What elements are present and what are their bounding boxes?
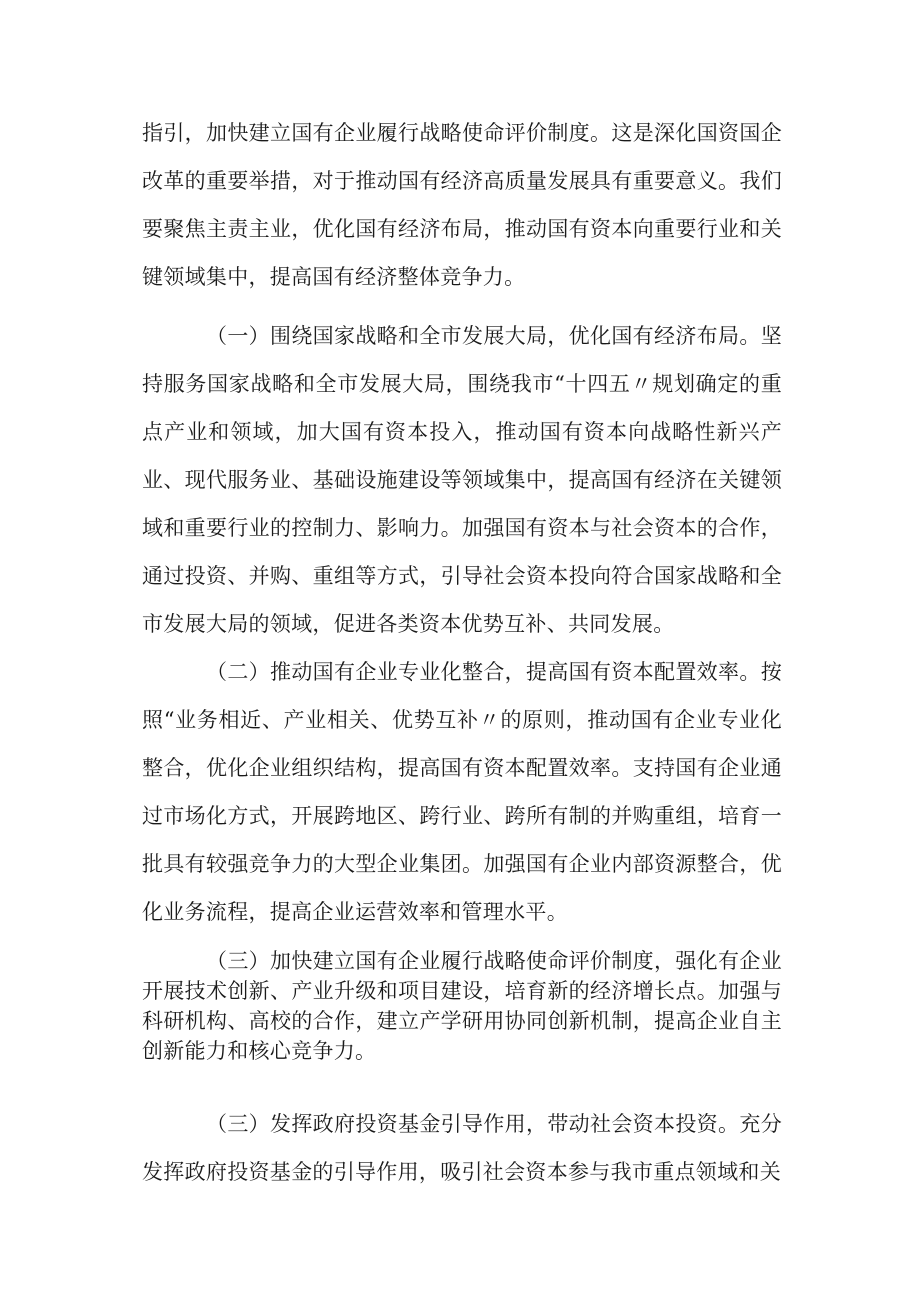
paragraph-section-3b: （三）发挥政府投资基金引导作用，带动社会资本投资。充分发挥政府投资基金的引导作用，吸引社会资本参与我市重点领域和关 <box>142 1112 782 1184</box>
paragraph-section-3a: （三）加快建立国有企业履行战略使命评价制度，强化有企业开展技术创新、产业升级和项目建设，培育新的经济增长点。加强与科研机构、高校的合作，建立产学研用协同创新机制，提高企业自主创新能力和核心竞争力。 <box>142 949 782 1063</box>
paragraph-section-1: （一）围绕国家战略和全市发展大局，优化国有经济布局。坚持服务国家战略和全市发展大局，围绕我市“十四五〃规划确定的重点产业和领域，加大国有资本投入，推动国有资本向战略性新兴产业、现代服务业、基础设施建设等领域集中，提高国有经济在关键领域和重要行业的控制力、影响力。加强国有资本与社会资本的合作，通过投资、并购、重组等方式，引导社会资本投向符合国家战略和全市发展大局的领域，促进各类资本优势互补、共同发展。 <box>142 324 782 636</box>
paragraph-intro-continuation: 指引，加快建立国有企业履行战略使命评价制度。这是深化国资国企改革的重要举措，对于推动国有经济高质量发展具有重要意义。我们要聚焦主责主业，优化国有经济布局，推动国有资本向重要行业和关键领域集中，提高国有经济整体竞争力。 <box>142 121 782 289</box>
paragraph-section-2: （二）推动国有企业专业化整合，提高国有资本配置效率。按照“业务相近、产业相关、优势互补〃的原则，推动国有企业专业化整合，优化企业组织结构，提高国有资本配置效率。支持国有企业通过市场化方式，开展跨地区、跨行业、跨所有制的并购重组，培育一批具有较强竞争力的大型企业集团。加强国有企业内部资源整合，优化业务流程，提高企业运营效率和管理水平。 <box>142 660 782 924</box>
